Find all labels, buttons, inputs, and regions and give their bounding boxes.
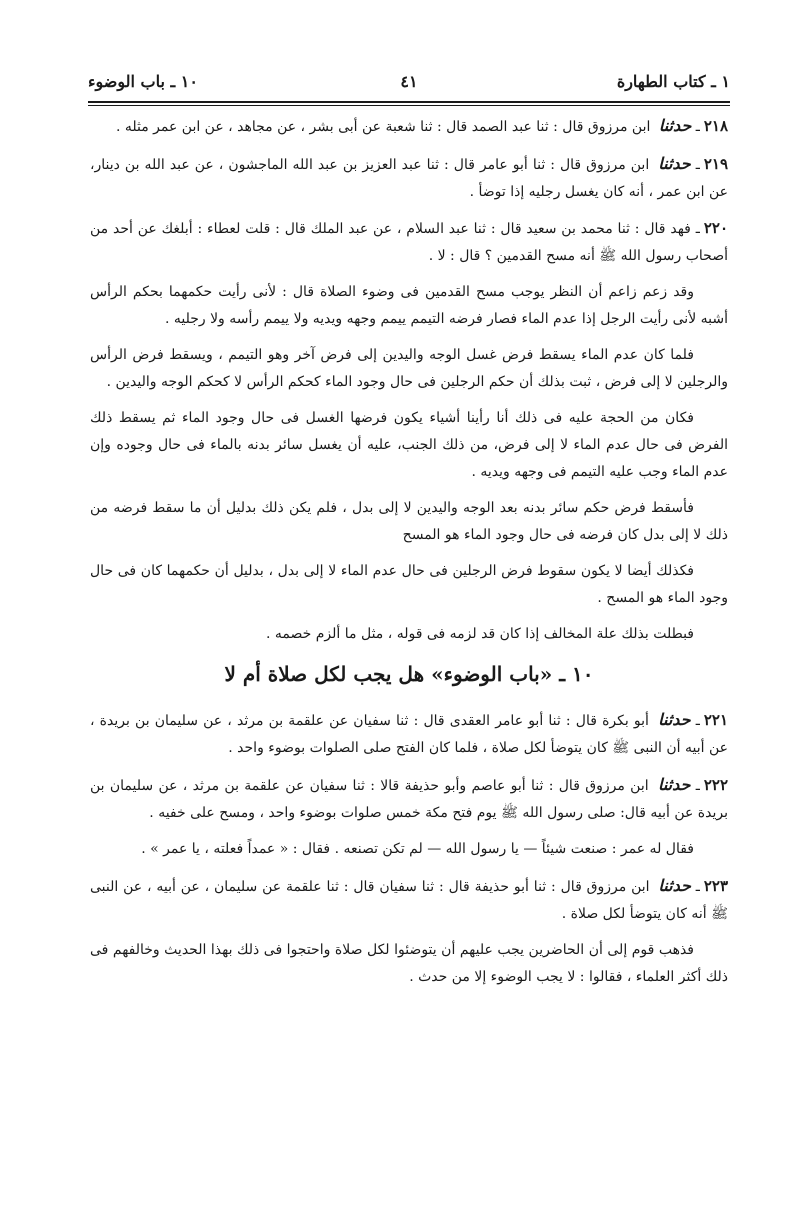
page-body <box>90 112 728 1000</box>
hadith-entry: ٢٢١ـ حدثنا أبو بكرة قال : ثنا أبو عامر العقدى قال : ثنا سفيان عن علقمة بن مرثد ، عن سليمان بن بريدة ، عن أبيه أن النبى ﷺ كان يتوضأ لكل صلاة ، فلما كان الفتح صلى الصلوات بوضوء واحد . <box>90 710 729 756</box>
paragraph: وقد زعم زاعم أن النظر يوجب مسح القدمين فى وضوء الصلاة قال : لأنى رأيت حكمهما بحكم الرأس أشبه لأنى رأيت الرجل إذا عدم الماء فصار فرضه التيمم ييمم وجهه ويديه ولا ييمم رأسه ولا رجليه . <box>90 284 728 327</box>
hadith-entry: ٢٢٢ـ حدثنا ابن مرزوق قال : ثنا أبو عاصم وأبو حذيفة قالا : ثنا سفيان عن علقمة بن مرثد ، عن سليمان بن بريدة عن أبيه قال: صلى رسول الله ﷺ يوم فتح مكة خمس صلوات بوضوء واحد ، ومسح على خفيه . <box>90 775 728 821</box>
header-rule-thin <box>88 105 730 106</box>
hadith-entry: ٢٢٠ـ فهد قال : ثنا محمد بن سعيد قال : ثنا عبد السلام ، عن عبد الملك قال : قلت لعطاء : أبلغك عن أحد من أصحاب رسول الله ﷺ أنه مسح القدمين ؟ قال : لا . <box>90 219 728 264</box>
header-rule <box>88 101 730 103</box>
paragraph: فكذلك أيضا لا يكون سقوط فرض الرجلين فى حال عدم الماء لا إلى بدل ، بدليل أن حكمهما كان فى حال وجود الماء هو المسح . <box>90 563 728 606</box>
paragraph: فقال له عمر : صنعت شيئاً — يا رسول الله — لم تكن تصنعه . فقال : « عمداً فعلته ، يا عمر » . <box>141 841 694 857</box>
paragraph: فأسقط فرض حكم سائر بدنه بعد الوجه واليدين لا إلى بدل ، فلم يكن ذلك بدليل أن ما سقط فرضه من ذلك لا إلى بدل كان فرضه فى حال وجود الماء هو المسح <box>90 500 728 543</box>
page-header <box>88 66 730 96</box>
paragraph: فلما كان عدم الماء يسقط فرض غسل الوجه واليدين إلى فرض آخر وهو التيمم ، ويسقط فرض الرأس والرجلين لا إلى فرض ، ثبت بذلك أن حكم الرجلين فى حال وجود الماء كحكم الرأس لا كحكم الوجه واليدين . <box>90 347 728 390</box>
chapter-running-title: ١٠ ـ باب الوضوء <box>88 71 198 91</box>
page-number: ٤١ <box>400 71 418 91</box>
chapter-heading: ١٠ ـ «باب الوضوء» هل يجب لكل صلاة أم لا <box>224 662 594 686</box>
paragraph: فبطلت بذلك علة المخالف إذا كان قد لزمه فى قوله ، مثل ما ألزم خصمه . <box>266 626 694 642</box>
book-title: ١ ـ كتاب الطهارة <box>616 71 730 91</box>
hadith-entry: ٢١٩ـ حدثنا ابن مرزوق قال : ثنا أبو عامر قال : ثنا عبد العزيز بن عبد الله الماجشون ، عن عبد الله بن دينار، عن ابن عمر ، أنه كان يغسل رجليه إذا توضأ . <box>90 154 729 200</box>
hadith-entry: ٢١٨ـ حدثنا ابن مرزوق قال : ثنا عبد الصمد قال : ثنا شعبة عن أبى بشر ، عن مجاهد ، عن ابن عمر مثله . <box>115 116 728 135</box>
paragraph: فذهب قوم إلى أن الحاضرين يجب عليهم أن يتوضئوا لكل صلاة واحتجوا فى ذلك بهذا الحديث وخالفهم فى ذلك أكثر العلماء ، فقالوا : لا يجب الوضوء إلا من حدث . <box>90 942 728 985</box>
paragraph: فكان من الحجة عليه فى ذلك أنا رأينا أشياء يكون فرضها الغسل فى حال وجود الماء ثم يسقط ذلك الفرض فى حال عدم الماء لا إلى فرض، من ذلك الجنب، عليه أن يغسل سائر بدنه بالماء فى حال وجوده وإن عدم الماء وجب عليه التيمم فى وجهه ويديه . <box>90 410 728 480</box>
hadith-entry: ٢٢٣ـ حدثنا ابن مرزوق قال : ثنا أبو حذيفة قال : ثنا سفيان قال : ثنا علقمة عن سليمان ، عن أبيه ، عن النبى ﷺ أنه كان يتوضأ لكل صلاة . <box>90 876 728 922</box>
